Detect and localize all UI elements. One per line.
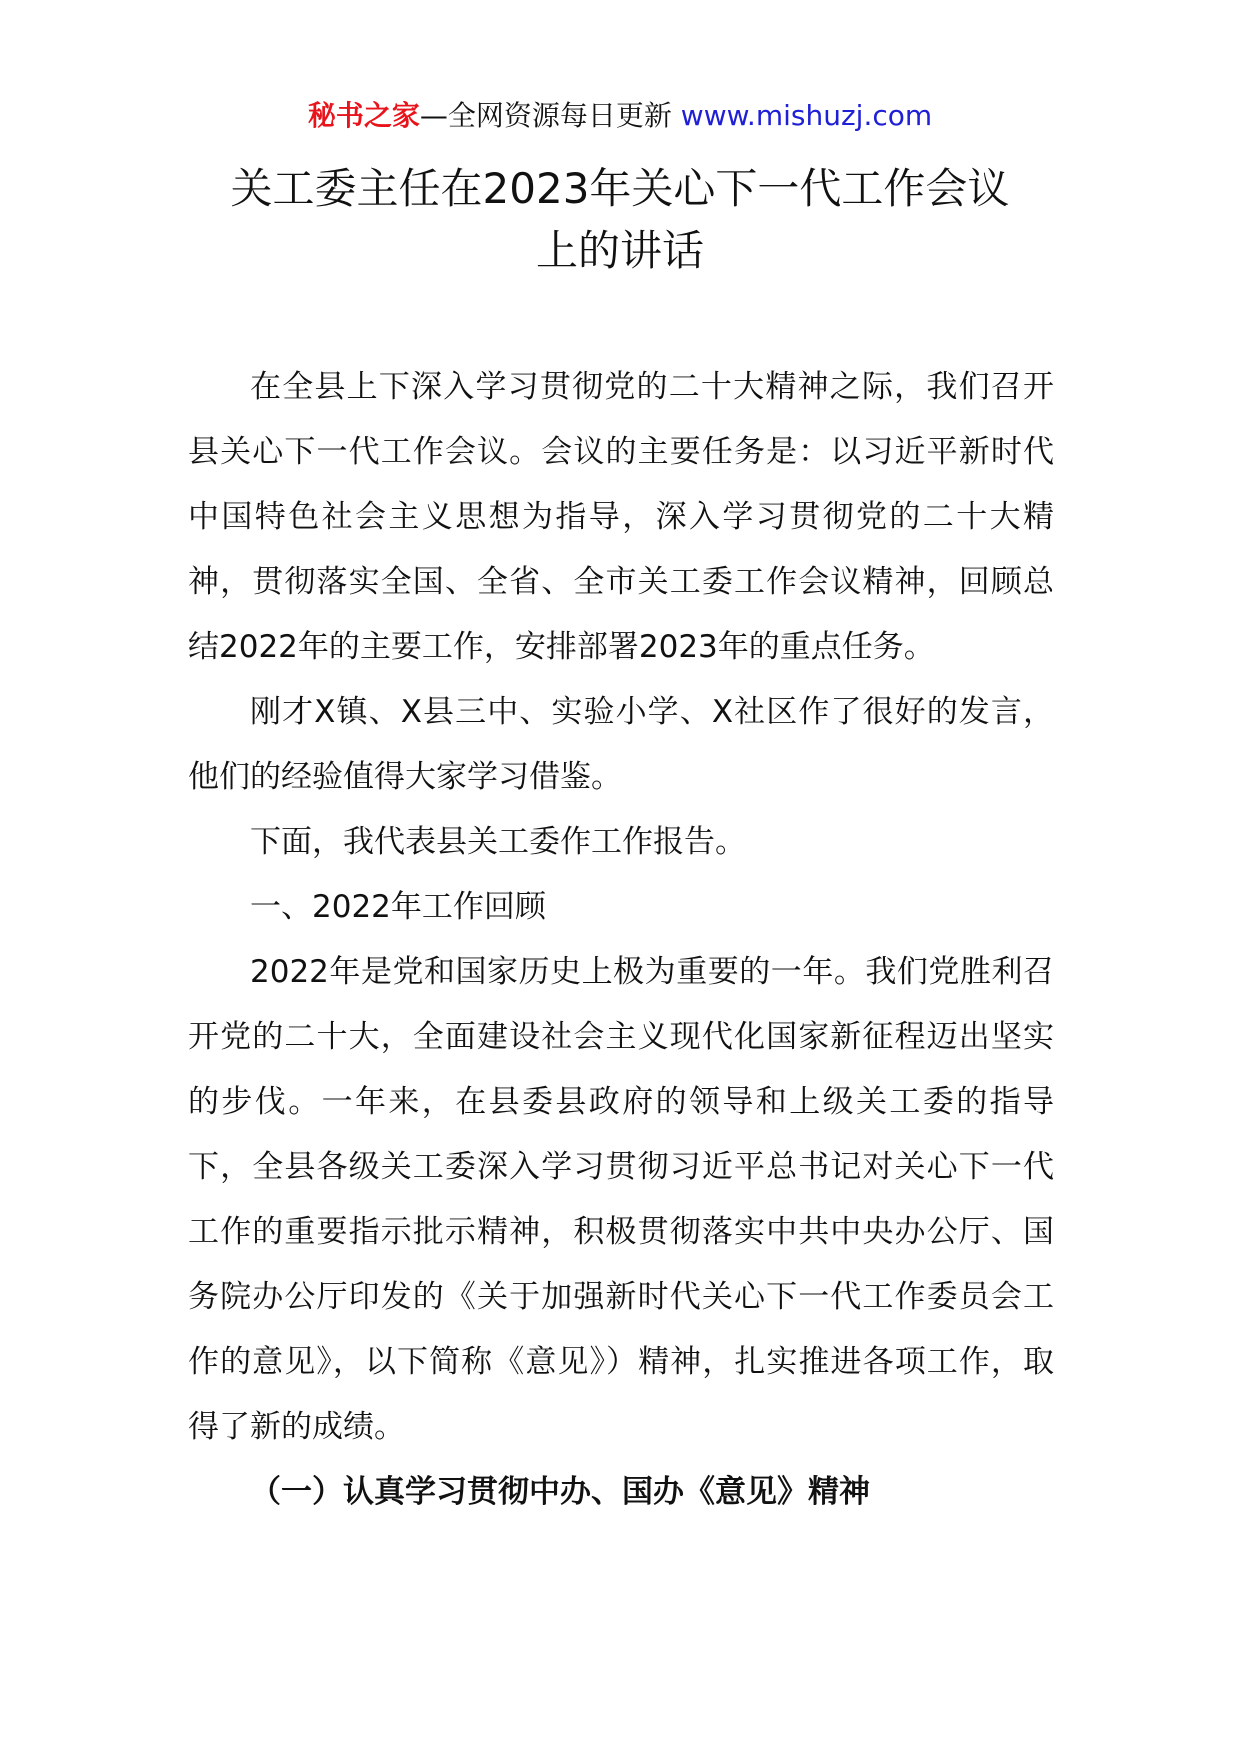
document-title bbox=[150, 158, 1090, 282]
subsection-heading-study: （一）认真学习贯彻中办、国办《意见》精神 bbox=[250, 1474, 870, 1510]
site-tagline: —全网资源每日更新 bbox=[419, 99, 672, 132]
paragraph-report: 下面，我代表县关工委作工作报告。 bbox=[250, 824, 746, 860]
site-brand: 秘书之家 bbox=[307, 99, 420, 132]
document-body bbox=[188, 355, 1054, 1525]
document-title-line-2: 上的讲话 bbox=[535, 226, 704, 275]
paragraph-intro: 在全县上下深入学习贯彻党的二十大精神之际，我们召开县关心下一代工作会议。会议的主要任务是：以习近平新时代中国特色社会主义思想为指导，深入学习贯彻党的二十大精神，贯彻落实全国、全省、全市关工委工作会议精神，回顾总结2022年的主要工作，安排部署2023年的重点任务。 bbox=[188, 369, 1054, 665]
section-heading-review: 一、2022年工作回顾 bbox=[250, 889, 546, 925]
site-url-link[interactable]: www.mishuzj.com bbox=[680, 99, 933, 132]
site-header bbox=[0, 96, 1240, 136]
paragraph-review: 2022年是党和国家历史上极为重要的一年。我们党胜利召开党的二十大，全面建设社会主义现代化国家新征程迈出坚实的步伐。一年来，在县委县政府的领导和上级关工委的指导下，全县各级关工委深入学习贯彻习近平总书记对关心下一代工作的重要指示批示精神，积极贯彻落实中共中央办公厅、国务院办公厅印发的《关于加强新时代关心下一代工作委员会工作的意见》，以下简称《意见》）精神，扎实推进各项工作，取得了新的成绩。 bbox=[188, 954, 1054, 1445]
paragraph-speeches: 刚才X镇、X县三中、实验小学、X社区作了很好的发言，他们的经验值得大家学习借鉴。 bbox=[188, 694, 1054, 795]
document-title-line-1: 关工委主任在2023年关心下一代工作会议 bbox=[230, 164, 1010, 213]
